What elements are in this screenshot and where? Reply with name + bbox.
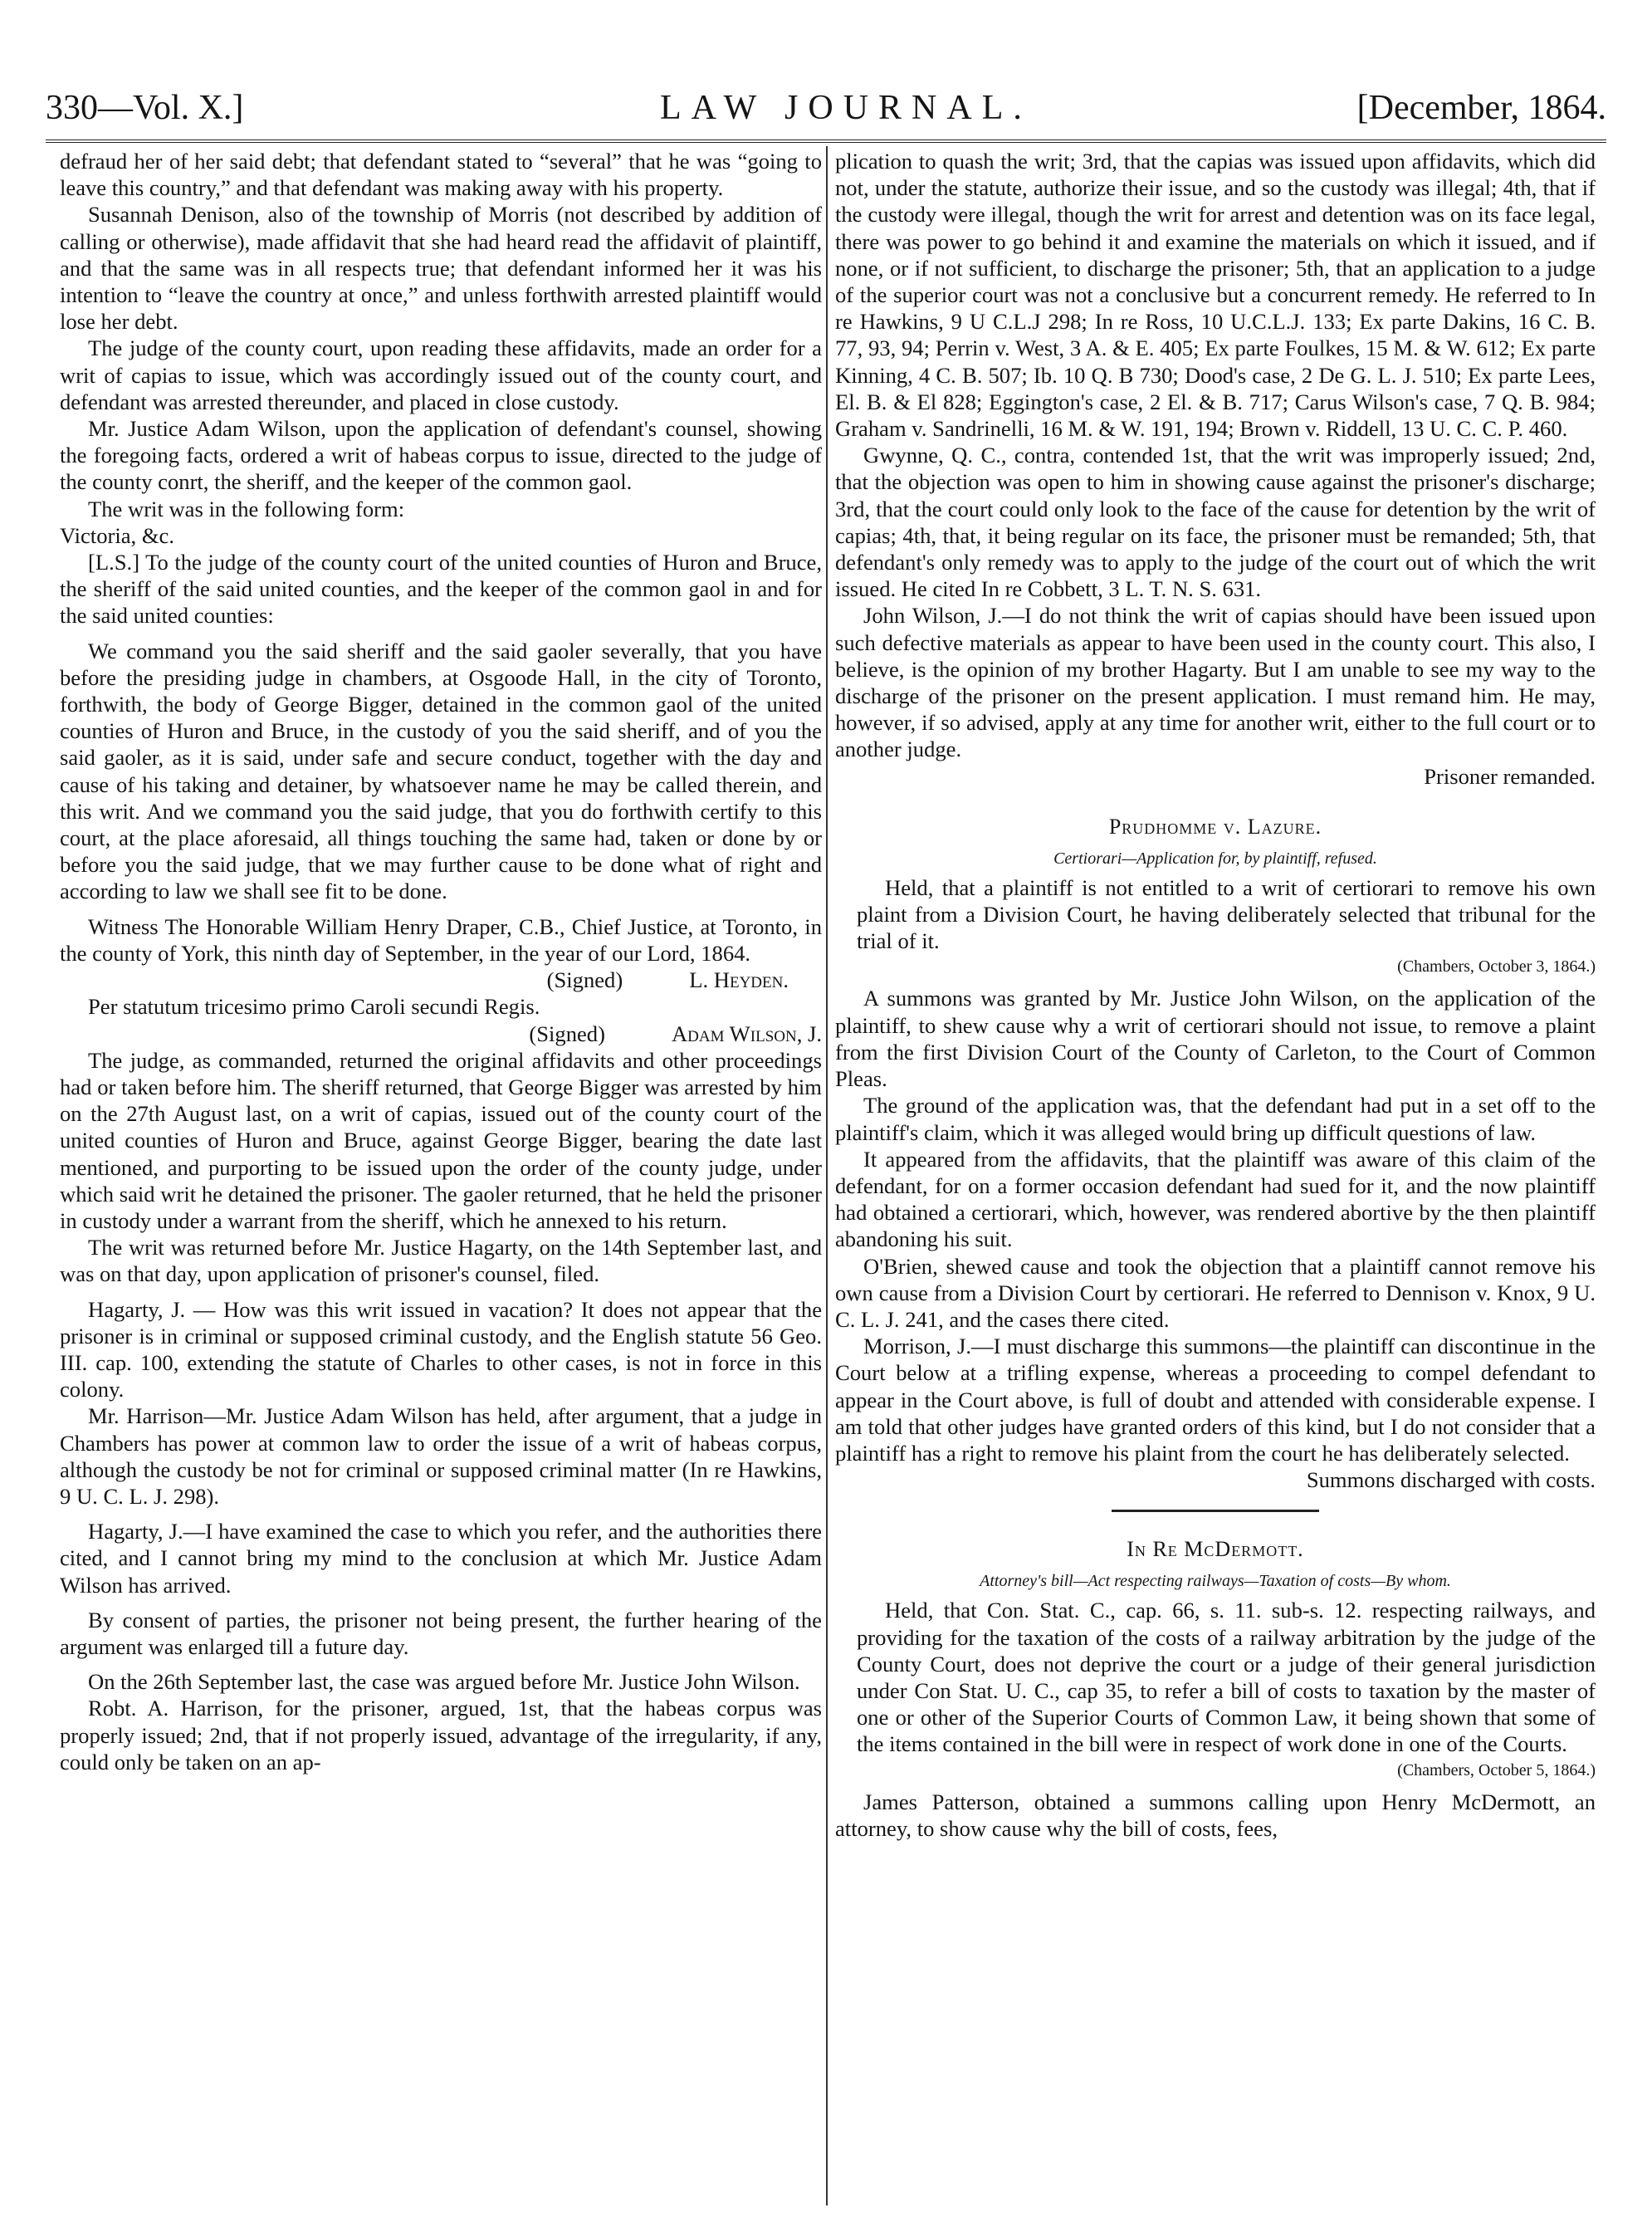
paragraph: The writ was returned before Mr. Justice Hagarty, on the 14th September last, and was on that day, upon application of prisoner's counsel, filed.	[60, 1235, 822, 1287]
writ-text: We command you the said sheriff and the said gaoler severally, that you have before the presiding judge in chambers, at Osgoode Hall, in the city of Toronto, forthwith, the body of George Bigger, detained in the common gaol of the united counties of Huron and Bruce, in the custody of you the said sheriff, and of you the said gaoler, as it is said, under safe and secure conduct, together with the day and cause of his taking and detainer, by whatsoever name he may be called therein, and this writ. And we command you the said judge, that you do forthwith certify to this court, at the place aforesaid, all things touching the same had, taken or done by or before you the said judge, that we may further cause to be done what of right and according to law we shall see fit to be done.	[60, 638, 822, 904]
paragraph: Gwynne, Q. C., contra, contended 1st, that the writ was improperly issued; 2nd, that the objection was open to him in showing cause against the prisoner's discharge; 3rd, that the court could only look to the face of the cause for detention by the writ of capias; 4th, that, it being regular on its face, the prisoner must be remanded; 5th, that defendant's only remedy was to apply to the judge of the court out of which the writ issued. He cited In re Cobbett, 3 L. T. N. S. 631.	[835, 443, 1596, 602]
paragraph: Hagarty, J. — How was this writ issued in vacation? It does not appear that the prisoner is in criminal or supposed criminal custody, and the English statute 56 Geo. III. cap. 100, extending the statute of Charles to other cases, is not in force in this colony.	[60, 1296, 822, 1402]
paragraph: plication to quash the writ; 3rd, that the capias was issued upon affidavits, which did not, under the statute, authorize their issue, and so the custody was illegal; 4th, that if the custody were illegal, though the writ for arrest and detention was on its face legal, there was power to go behind it and examine the materials on which it issued, and if none, or if not sufficient, to discharge the prisoner; 5th, that an application to a judge of the superior court was not a conclusive but a concurrent remedy. He referred to In re Hawkins, 9 U C.L.J 298; In re Ross, 10 U.C.L.J. 133; Ex parte Dakins, 16 C. B. 77, 93, 94; Perrin v. West, 3 A. & E. 405; Ex parte Foulkes, 15 M. & W. 612; Ex parte Kinning, 4 C. B. 507; Ib. 10 Q. B 730; Dood's case, 2 De G. L. J. 510; Ex parte Lees, El. B. & El 828; Eggington's case, 2 El. & B. 717; Carus Wilson's case, 7 Q. B. 984; Graham v. Sandrinelli, 16 M. & W. 191, 194; Brown v. Riddell, 13 U. C. C. P. 460.	[835, 149, 1596, 442]
page-header	[46, 88, 1606, 136]
right-column	[835, 148, 1596, 1842]
signatory: Adam Wilson, J.	[671, 1021, 822, 1046]
page-number-volume: 330—Vol. X.]	[46, 89, 244, 127]
case-outcome: Prisoner remanded.	[1424, 763, 1596, 789]
paragraph: The judge, as commanded, returned the original affidavits and other proceedings had or taken before him. The sheriff returned, that George Bigger was arrested by him on the 27th August last, on a writ of capias, issued out of the county court of the united counties of Huron and Bruce, against George Bigger, bearing the date last mentioned, and purporting to be issued upon the order of the county judge, under which said writ he detained the prisoner. The gaoler returned, that he held the prisoner in custody under a warrant from the sheriff, which he annexed to his return.	[60, 1047, 822, 1233]
case-separator	[1112, 1510, 1319, 1512]
signature-line	[60, 1021, 822, 1047]
writ-witness: Witness The Honorable William Henry Draper, C.B., Chief Justice, at Toronto, in the county of York, this ninth day of September, in the year of our Lord, 1864.	[60, 913, 822, 966]
paragraph: James Patterson, obtained a summons calling upon Henry McDermott, an attorney, to show cause why the bill of costs, fees,	[835, 1789, 1596, 1841]
paragraph: Susannah Denison, also of the township of Morris (not described by addition of calling or otherwise), made affidavit that she had heard read the affidavit of plaintiff, and that the same was in all respects true; that defendant informed her it was his intention to “leave the country at once,” and unless forthwith arrested plaintiff would lose her debt.	[60, 202, 822, 335]
paragraph: Hagarty, J.—I have examined the case to which you refer, and the authorities there cited, and I cannot bring my mind to the conclusion at which Mr. Justice Adam Wilson has arrived.	[60, 1519, 822, 1598]
case-headnote: Held, that Con. Stat. C., cap. 66, s. 11. sub-s. 12. respecting railways, and providing for the taxation of the costs of a railway arbitration by the judge of the County Court, does not deprive the court or a judge of their general jurisdiction under Con Stat. U. C., cap 35, to refer a bill of costs to taxation by the master of one or other of the Superior Courts of Common Law, it being shown that some of the items contained in the bill were in respect of work done in one of the Courts.	[857, 1598, 1596, 1757]
case-headnote: Held, that a plaintiff is not entitled to a writ of certiorari to remove his own plaint from a Division Court, he having deliberately selected that tribunal for the trial of it.	[857, 874, 1596, 954]
paragraph: The writ was in the following form:	[88, 496, 405, 521]
paragraph: Mr. Harrison—Mr. Justice Adam Wilson has held, after argument, that a judge in Chambers has power at common law to order the issue of a writ of habeas corpus, although the custody be not for criminal or supposed criminal matter (In re Hawkins, 9 U. C. L. J. 298).	[60, 1403, 822, 1509]
paragraph: Robt. A. Harrison, for the prisoner, argued, 1st, that the habeas corpus was properly issued; 2nd, that if not properly issued, advantage of the irregularity, if any, could only be taken on an ap-	[60, 1696, 822, 1774]
case-catchwords: Attorney's bill—Act respecting railways—Taxation of costs—By whom.	[980, 1572, 1451, 1591]
paragraph: [L.S.] To the judge of the county court of the united counties of Huron and Bruce, the sheriff of the said united counties, and the keeper of the common gaol in and for the said united counties:	[60, 550, 822, 629]
signed-label: (Signed)	[546, 967, 623, 993]
case-outcome: Summons discharged with costs.	[1306, 1467, 1596, 1493]
column-divider	[826, 146, 828, 2205]
paragraph: Victoria, &c.	[60, 522, 174, 548]
paragraph: Mr. Justice Adam Wilson, upon the application of defendant's counsel, showing the foregoing facts, ordered a writ of habeas corpus to issue, directed to the judge of the county conrt, the sheriff, and the keeper of the common gaol.	[60, 416, 822, 495]
issue-date: [December, 1864.	[1356, 89, 1606, 127]
signed-label: (Signed)	[529, 1021, 605, 1046]
journal-title: LAW JOURNAL.	[660, 89, 1032, 127]
paragraph: A summons was granted by Mr. Justice John Wilson, on the application of the plaintiff, to shew cause why a writ of certiorari should not issue, to remove a plaint from the first Division Court of the County of Carleton, to the Court of Common Pleas.	[835, 986, 1596, 1092]
case-title: In Re McDermott.	[1127, 1537, 1304, 1562]
paragraph: John Wilson, J.—I do not think the writ of capias should have been issued upon such defective materials as appear to have been used in the county court. This also, I believe, is the opinion of my brother Hagarty. But I am unable to see my way to the discharge of the prisoner on the present application. I must remand him. He may, however, if so advised, apply at any time for another writ, either to the full court or to another judge.	[835, 603, 1596, 762]
paragraph: The judge of the county court, upon reading these affidavits, made an order for a writ of capias to issue, which was accordingly issued out of the county court, and defendant was arrested thereunder, and placed in close custody.	[60, 335, 822, 414]
header-rule	[46, 140, 1606, 143]
paragraph: By consent of parties, the prisoner not being present, the further hearing of the argument was enlarged till a future day.	[60, 1607, 822, 1659]
paragraph: O'Brien, shewed cause and took the objection that a plaintiff cannot remove his own cause from a Division Court by certiorari. He referred to Dennison v. Knox, 9 U. C. L. J. 241, and the cases there cited.	[835, 1253, 1596, 1332]
case-catchwords: Certiorari—Application for, by plaintiff, refused.	[1053, 849, 1377, 868]
case-date: (Chambers, October 5, 1864.)	[1397, 1760, 1596, 1779]
paragraph: defraud her of her said debt; that defendant stated to “several” that he was “going to leave this country,” and that defendant was making away with his property.	[60, 149, 822, 201]
paragraph: Morrison, J.—I must discharge this summons—the plaintiff can discontinue in the Court below at a trifling expense, whereas a proceeding to compel defendant to appear in the Court above, is full of doubt and attended with considerable expense. I am told that other judges have granted orders of this kind, but I do not consider that a plaintiff has a right to remove his plaint from the court he has deliberately selected.	[835, 1334, 1596, 1466]
paragraph: The ground of the application was, that the defendant had put in a set off to the plaintiff's claim, which it was alleged would bring up difficult questions of law.	[835, 1093, 1596, 1145]
case-title: Prudhomme v. Lazure.	[1108, 814, 1322, 839]
signatory: L. Heyden.	[689, 967, 789, 993]
paragraph: On the 26th September last, the case was argued before Mr. Justice John Wilson.	[88, 1669, 800, 1695]
paragraph: It appeared from the affidavits, that the plaintiff was aware of this claim of the defendant, for on a former occasion defendant had sued for it, and the now plaintiff had obtained a certiorari, which, however, was rendered abortive by the then plaintiff abandoning his suit.	[835, 1146, 1596, 1252]
left-column	[60, 148, 822, 1775]
paragraph: Per statutum tricesimo primo Caroli secundi Regis.	[88, 994, 540, 1020]
case-date: (Chambers, October 3, 1864.)	[1397, 957, 1596, 977]
signature-line	[60, 967, 822, 993]
